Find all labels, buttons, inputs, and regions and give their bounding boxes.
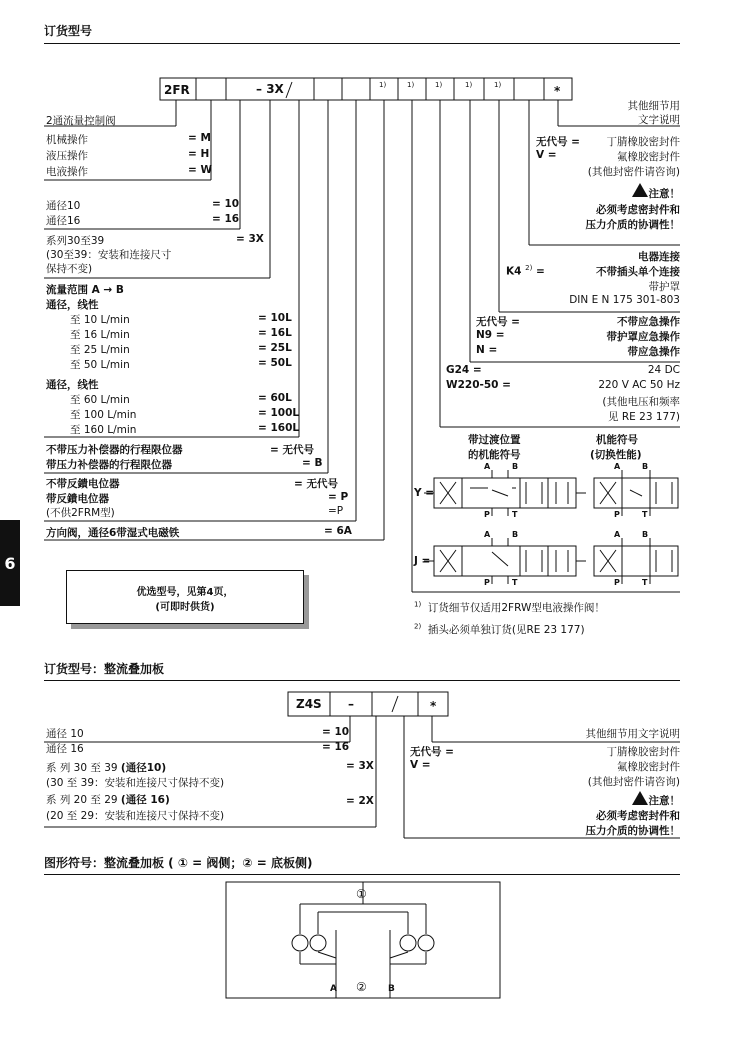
option-code: = 16 bbox=[322, 741, 350, 753]
plate-side-marker: ② bbox=[356, 980, 367, 994]
option-code: = 10 bbox=[322, 726, 350, 738]
seal-code: 无代号 = bbox=[410, 746, 454, 758]
footnote-2 bbox=[414, 622, 585, 637]
emergency-code: 无代号 = bbox=[476, 316, 520, 328]
emergency-desc: 不带应急操作 bbox=[617, 316, 680, 328]
footnote-text: 插头必须单独订货(见RE 23 177) bbox=[427, 624, 585, 636]
option-label: 通径 10 bbox=[46, 728, 84, 740]
option-code: = 60L bbox=[258, 392, 292, 404]
option-code: = 3X bbox=[346, 760, 374, 772]
footnote-ref: 1) bbox=[465, 81, 473, 89]
code-series-text: 3X bbox=[266, 82, 284, 96]
code-prefix-2fr: 2FR bbox=[164, 83, 190, 97]
port-label: B bbox=[512, 530, 519, 539]
emergency-code: N9 = bbox=[476, 329, 505, 341]
option-label bbox=[46, 760, 166, 775]
k4-code: K4 $^{2)}$ = bbox=[506, 264, 545, 278]
port-label: B bbox=[642, 530, 649, 539]
warning-text: 压力介质的协调性！ bbox=[585, 219, 680, 231]
other-details: 其他细节用文字说明 bbox=[585, 728, 680, 740]
footnote-ref: 2) bbox=[525, 264, 533, 272]
option-label: 带反鐀电位器 bbox=[46, 493, 109, 505]
option-code: = 6A bbox=[324, 525, 352, 537]
code-star: * bbox=[430, 699, 437, 713]
port-label: P bbox=[614, 510, 620, 519]
footnote-ref: 1) bbox=[435, 81, 443, 89]
option-code: = 50L bbox=[258, 357, 292, 369]
option-code: = 2X bbox=[346, 795, 374, 807]
section-title-plate: 订货型号：整流叠加板 bbox=[44, 662, 165, 676]
warning-text: 注意！ bbox=[648, 188, 680, 200]
option-label: 至 10 L/min bbox=[70, 314, 130, 326]
port-label: P bbox=[484, 510, 490, 519]
option-label: 通径10 bbox=[46, 200, 81, 212]
other-details: 其他细节用 bbox=[627, 100, 680, 112]
preferred-text: (可即时供货) bbox=[155, 602, 215, 613]
footnote-text: 订货细节仅适用2FRW型电液操作阀！ bbox=[427, 602, 605, 614]
option-label: 带压力补偿器的行程限位器 bbox=[46, 459, 172, 471]
voltage-desc: 220 V AC 50 Hz bbox=[598, 379, 680, 391]
option-code: = 25L bbox=[258, 342, 292, 354]
port-label: A bbox=[484, 462, 491, 471]
chapter-tab: 6 bbox=[0, 520, 20, 606]
option-note: (20 至 29：安装和连接尺寸保持不变) bbox=[46, 810, 225, 822]
port-label: T bbox=[642, 578, 648, 587]
footnote-1 bbox=[414, 600, 605, 615]
port-label: A bbox=[330, 984, 337, 994]
option-label: 方向阀，通径6带湿式电磁铁 bbox=[46, 527, 180, 539]
symbol-heading: 的机能符号 bbox=[468, 449, 521, 461]
option-label bbox=[46, 792, 170, 807]
footnote-ref: 1) bbox=[379, 81, 387, 89]
symbol-heading: 机能符号 bbox=[596, 434, 638, 446]
option-code: = 100L bbox=[258, 407, 300, 419]
option-code: = 10 bbox=[212, 198, 240, 210]
option-code: =P bbox=[328, 505, 344, 517]
code-series: – 3X bbox=[256, 82, 284, 96]
option-label: 机械操作 bbox=[46, 134, 88, 146]
footnote-mark: 2) bbox=[414, 622, 422, 631]
option-code: = W bbox=[188, 164, 213, 176]
option-label: 至 160 L/min bbox=[70, 424, 137, 436]
symbol-heading: (切换性能) bbox=[590, 449, 642, 461]
option-label: 至 25 L/min bbox=[70, 344, 130, 356]
port-label: P bbox=[614, 578, 620, 587]
port-label: B bbox=[642, 462, 649, 471]
k4-code-text: K4 bbox=[506, 265, 522, 278]
flow-range-title: 流量范围 A → B bbox=[46, 284, 124, 296]
option-code: = 10L bbox=[258, 312, 292, 324]
section-title-order-code: 订货型号 bbox=[44, 24, 93, 38]
port-label: T bbox=[642, 510, 648, 519]
option-label: 系列30至39 bbox=[46, 235, 105, 247]
voltage-note: 见 RE 23 177) bbox=[608, 411, 680, 423]
option-label: 不带反鐀电位器 bbox=[46, 478, 120, 490]
seal-code: V = bbox=[410, 759, 431, 771]
seal-desc: 氟橡胶密封件 bbox=[617, 761, 680, 773]
option-label-bold: (通径 16) bbox=[120, 794, 170, 806]
option-label: 至 16 L/min bbox=[70, 329, 130, 341]
option-label: 至 60 L/min bbox=[70, 394, 130, 406]
port-label: A bbox=[484, 530, 491, 539]
preferred-types-box bbox=[66, 570, 304, 624]
seal-desc: 丁腈橡胶密封件 bbox=[606, 746, 680, 758]
emergency-desc: 带应急操作 bbox=[627, 346, 680, 358]
option-code: = 无代号 bbox=[270, 444, 314, 456]
seal-desc: 丁腈橡胶密封件 bbox=[606, 136, 680, 148]
warning-text: 必须考虑密封件和 bbox=[596, 204, 680, 216]
option-code: = 16L bbox=[258, 327, 292, 339]
header-rule bbox=[44, 874, 680, 875]
port-label: T bbox=[512, 510, 518, 519]
option-code: = P bbox=[328, 491, 349, 503]
option-note: 保持不变) bbox=[46, 263, 93, 275]
seal-desc: 氟橡胶密封件 bbox=[617, 151, 680, 163]
emergency-code: N = bbox=[476, 344, 498, 356]
option-note: (30 至 39：安装和连接尺寸保持不变) bbox=[46, 777, 225, 789]
port-label: A bbox=[614, 462, 621, 471]
footnote-ref: 1) bbox=[494, 81, 502, 89]
preferred-text: 优选型号，见第4页， bbox=[136, 587, 234, 598]
option-code: = B bbox=[302, 457, 323, 469]
header-rule bbox=[44, 680, 680, 681]
footnote-ref: 1) bbox=[407, 81, 415, 89]
option-label: (不供2FRM型) bbox=[46, 507, 115, 519]
code-dash: – bbox=[348, 697, 354, 711]
warning-note bbox=[649, 186, 681, 201]
seal-code: V = bbox=[536, 149, 557, 161]
port-label: P bbox=[484, 578, 490, 587]
voltage-code: G24 = bbox=[446, 364, 482, 376]
option-code: = 160L bbox=[258, 422, 300, 434]
option-label-text: 系 列 30 至 39 bbox=[46, 762, 121, 774]
symbol-j-label: J = bbox=[414, 555, 431, 567]
option-code: = 16 bbox=[212, 213, 240, 225]
voltage-note: (其他电压和频率 bbox=[602, 396, 680, 408]
voltage-desc: 24 DC bbox=[647, 364, 680, 376]
option-label: 通径 16 bbox=[46, 743, 84, 755]
option-label: 至 100 L/min bbox=[70, 409, 137, 421]
option-code: = M bbox=[188, 132, 211, 144]
option-label: 电液操作 bbox=[46, 166, 88, 178]
valve-side-marker: ① bbox=[356, 887, 367, 901]
option-note: (30至39：安装和连接尺寸 bbox=[46, 249, 172, 261]
valve-type: 2通流量控制阀 bbox=[46, 115, 116, 127]
symbol-heading: 带过渡位置 bbox=[468, 434, 521, 446]
option-label: 不带压力补偿器的行程限位器 bbox=[46, 444, 183, 456]
section-title-symbol: 图形符号：整流叠加板 ( ① = 阀侧；② = 底板侧) bbox=[44, 856, 313, 870]
port-label: B bbox=[512, 462, 519, 471]
option-label-bold: (通径10) bbox=[120, 762, 167, 774]
seal-note: (其他封密件请咨询) bbox=[587, 166, 680, 178]
option-code: = H bbox=[188, 148, 210, 160]
warning-text: 压力介质的协调性！ bbox=[585, 825, 680, 837]
k4-desc: 不带插头单个连接 bbox=[596, 266, 680, 278]
cover-desc: 带护罩 bbox=[648, 281, 680, 293]
option-label: 通径，线性 bbox=[46, 379, 99, 391]
seal-note: (其他封密件请咨询) bbox=[587, 776, 680, 788]
seal-code: 无代号 = bbox=[536, 136, 580, 148]
other-details: 文字说明 bbox=[638, 114, 680, 126]
code-star: * bbox=[554, 84, 561, 98]
din-standard: DIN E N 175 301-803 bbox=[569, 294, 680, 306]
port-label: A bbox=[614, 530, 621, 539]
option-label: 至 50 L/min bbox=[70, 359, 130, 371]
option-label: 通径16 bbox=[46, 215, 81, 227]
option-code: = 3X bbox=[236, 233, 264, 245]
option-label: 液压操作 bbox=[46, 150, 88, 162]
voltage-code: W220-50 = bbox=[446, 379, 511, 391]
footnote-mark: 1) bbox=[414, 600, 422, 609]
port-label: T bbox=[512, 578, 518, 587]
option-label-text: 系 列 20 至 29 bbox=[46, 794, 121, 806]
warning-text: 注意！ bbox=[648, 795, 680, 807]
code-prefix-z4s: Z4S bbox=[296, 697, 322, 711]
warning-text: 必须考虑密封件和 bbox=[596, 810, 680, 822]
option-label: 通径，线性 bbox=[46, 299, 99, 311]
option-code: = 无代号 bbox=[294, 478, 338, 490]
port-label: B bbox=[388, 984, 395, 994]
symbol-y-label: Y = bbox=[414, 487, 435, 499]
electrical-title: 电器连接 bbox=[638, 251, 680, 263]
emergency-desc: 带护罩应急操作 bbox=[606, 331, 680, 343]
